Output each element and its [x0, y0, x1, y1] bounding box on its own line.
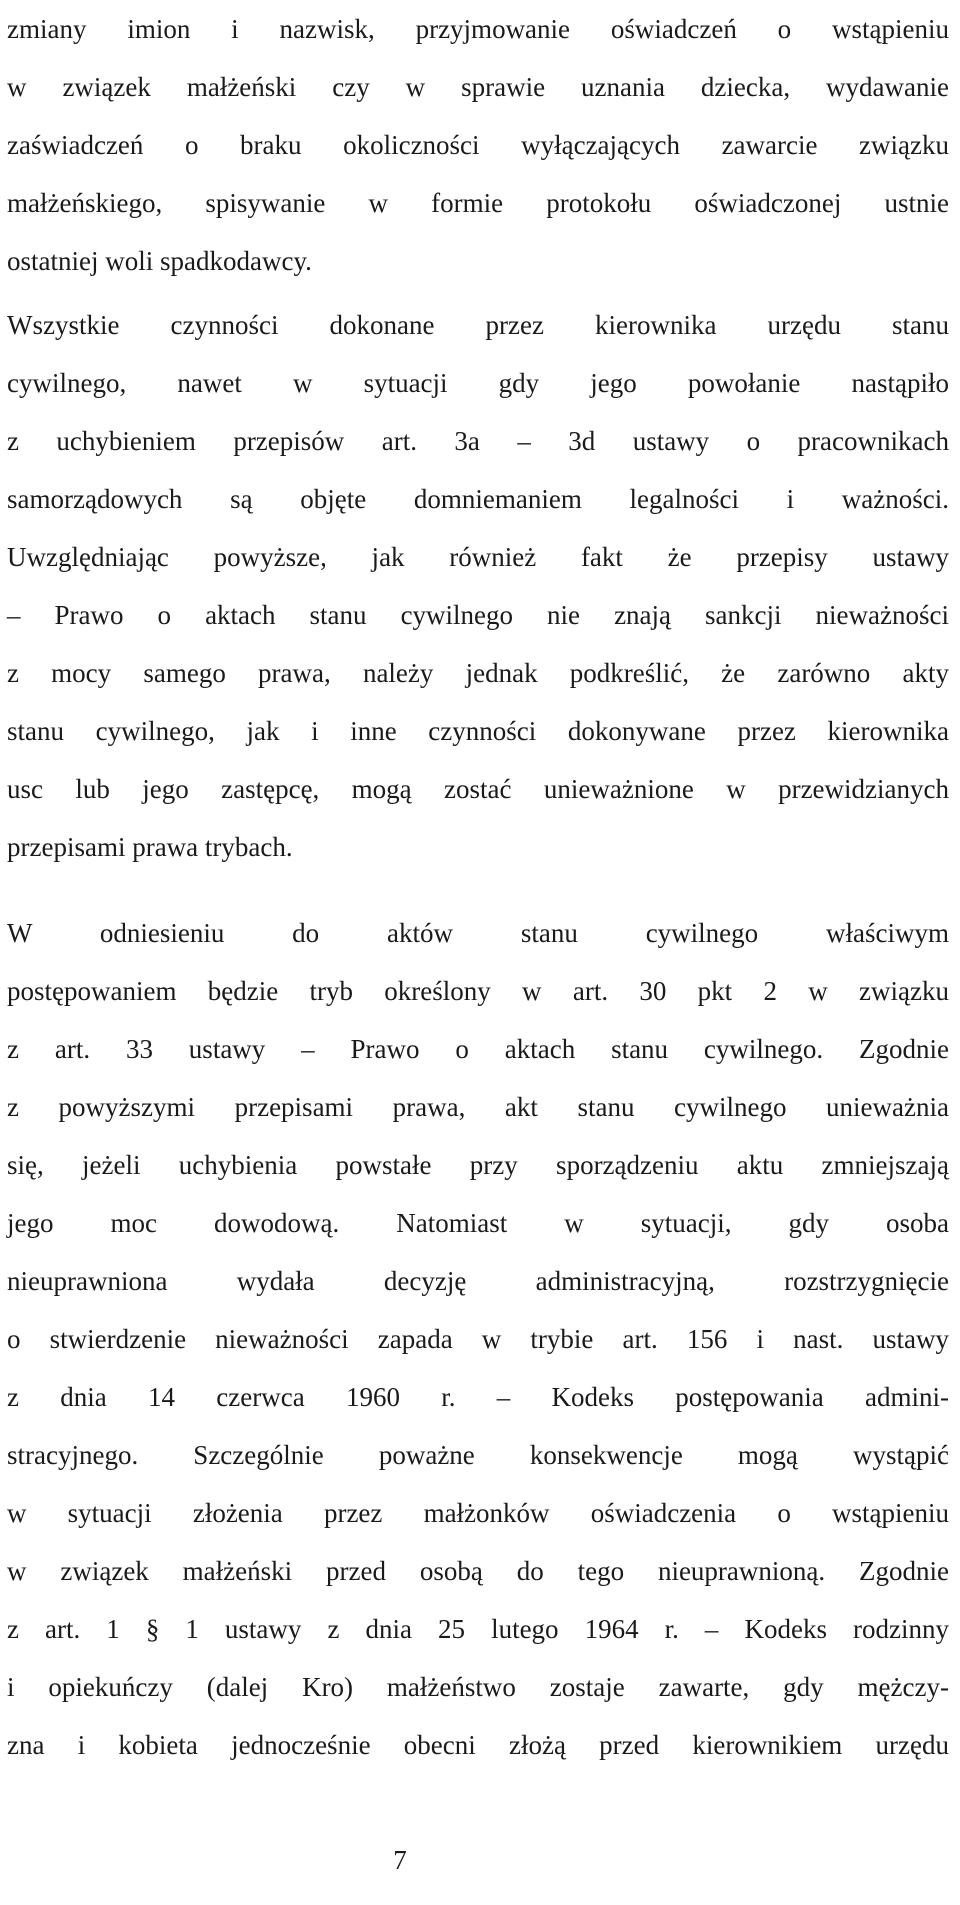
paragraph-1	[7, 0, 949, 290]
text-line: o stwierdzenie nieważności zapada w trybie art. 156 i nast. ustawy	[7, 1324, 949, 1354]
text-line: postępowaniem będzie tryb określony w art. 30 pkt 2 w związku	[7, 976, 949, 1006]
text-line: stanu cywilnego, jak i inne czynności dokonywane przez kierownika	[7, 716, 949, 746]
text-line: przepisami prawa trybach.	[7, 832, 293, 862]
text-line: z mocy samego prawa, należy jednak podkreślić, że zarówno akty	[7, 658, 949, 688]
text-line: się, jeżeli uchybienia powstałe przy sporządzeniu aktu zmniejszają	[7, 1150, 949, 1180]
text-line: nieuprawniona wydała decyzję administracyjną, rozstrzygnięcie	[7, 1266, 949, 1296]
text-line: zmiany imion i nazwisk, przyjmowanie oświadczeń o wstąpieniu	[7, 14, 949, 44]
text-line: z powyższymi przepisami prawa, akt stanu cywilnego unieważnia	[7, 1092, 949, 1122]
text-line: jego moc dowodową. Natomiast w sytuacji, gdy osoba	[7, 1208, 949, 1238]
text-line: – Prawo o aktach stanu cywilnego nie znają sankcji nieważności	[7, 600, 949, 630]
text-line: W odniesieniu do aktów stanu cywilnego właściwym	[7, 918, 949, 948]
text-line: Wszystkie czynności dokonane przez kierownika urzędu stanu	[7, 310, 949, 340]
paragraph-3	[7, 904, 949, 1774]
text-line: w związek małżeński czy w sprawie uznania dziecka, wydawanie	[7, 72, 949, 102]
text-line: z art. 1 § 1 ustawy z dnia 25 lutego 1964 r. – Kodeks rodzinny	[7, 1614, 949, 1644]
text-line: cywilnego, nawet w sytuacji gdy jego powołanie nastąpiło	[7, 368, 949, 398]
text-line: usc lub jego zastępcę, mogą zostać unieważnione w przewidzianych	[7, 774, 949, 804]
text-line: z art. 33 ustawy – Prawo o aktach stanu cywilnego. Zgodnie	[7, 1034, 949, 1064]
text-line: z dnia 14 czerwca 1960 r. – Kodeks postępowania admini-	[7, 1382, 949, 1412]
text-line: stracyjnego. Szczególnie poważne konsekwencje mogą wystąpić	[7, 1440, 949, 1470]
text-line: samorządowych są objęte domniemaniem legalności i ważności.	[7, 484, 949, 514]
text-line: w związek małżeński przed osobą do tego nieuprawnioną. Zgodnie	[7, 1556, 949, 1586]
text-line: zna i kobieta jednocześnie obecni złożą przed kierownikiem urzędu	[7, 1730, 949, 1760]
text-line: w sytuacji złożenia przez małżonków oświadczenia o wstąpieniu	[7, 1498, 949, 1528]
text-line: ostatniej woli spadkodawcy.	[7, 246, 312, 276]
text-line: Uwzględniając powyższe, jak również fakt że przepisy ustawy	[7, 542, 949, 572]
text-line: zaświadczeń o braku okoliczności wyłączających zawarcie związku	[7, 130, 949, 160]
text-line: małżeńskiego, spisywanie w formie protokołu oświadczonej ustnie	[7, 188, 949, 218]
page-number: 7	[393, 1845, 407, 1875]
text-line: z uchybieniem przepisów art. 3a – 3d ustawy o pracownikach	[7, 426, 949, 456]
text-line: i opiekuńczy (dalej Kro) małżeństwo zostaje zawarte, gdy mężczy-	[7, 1672, 949, 1702]
paragraph-2	[7, 296, 949, 876]
